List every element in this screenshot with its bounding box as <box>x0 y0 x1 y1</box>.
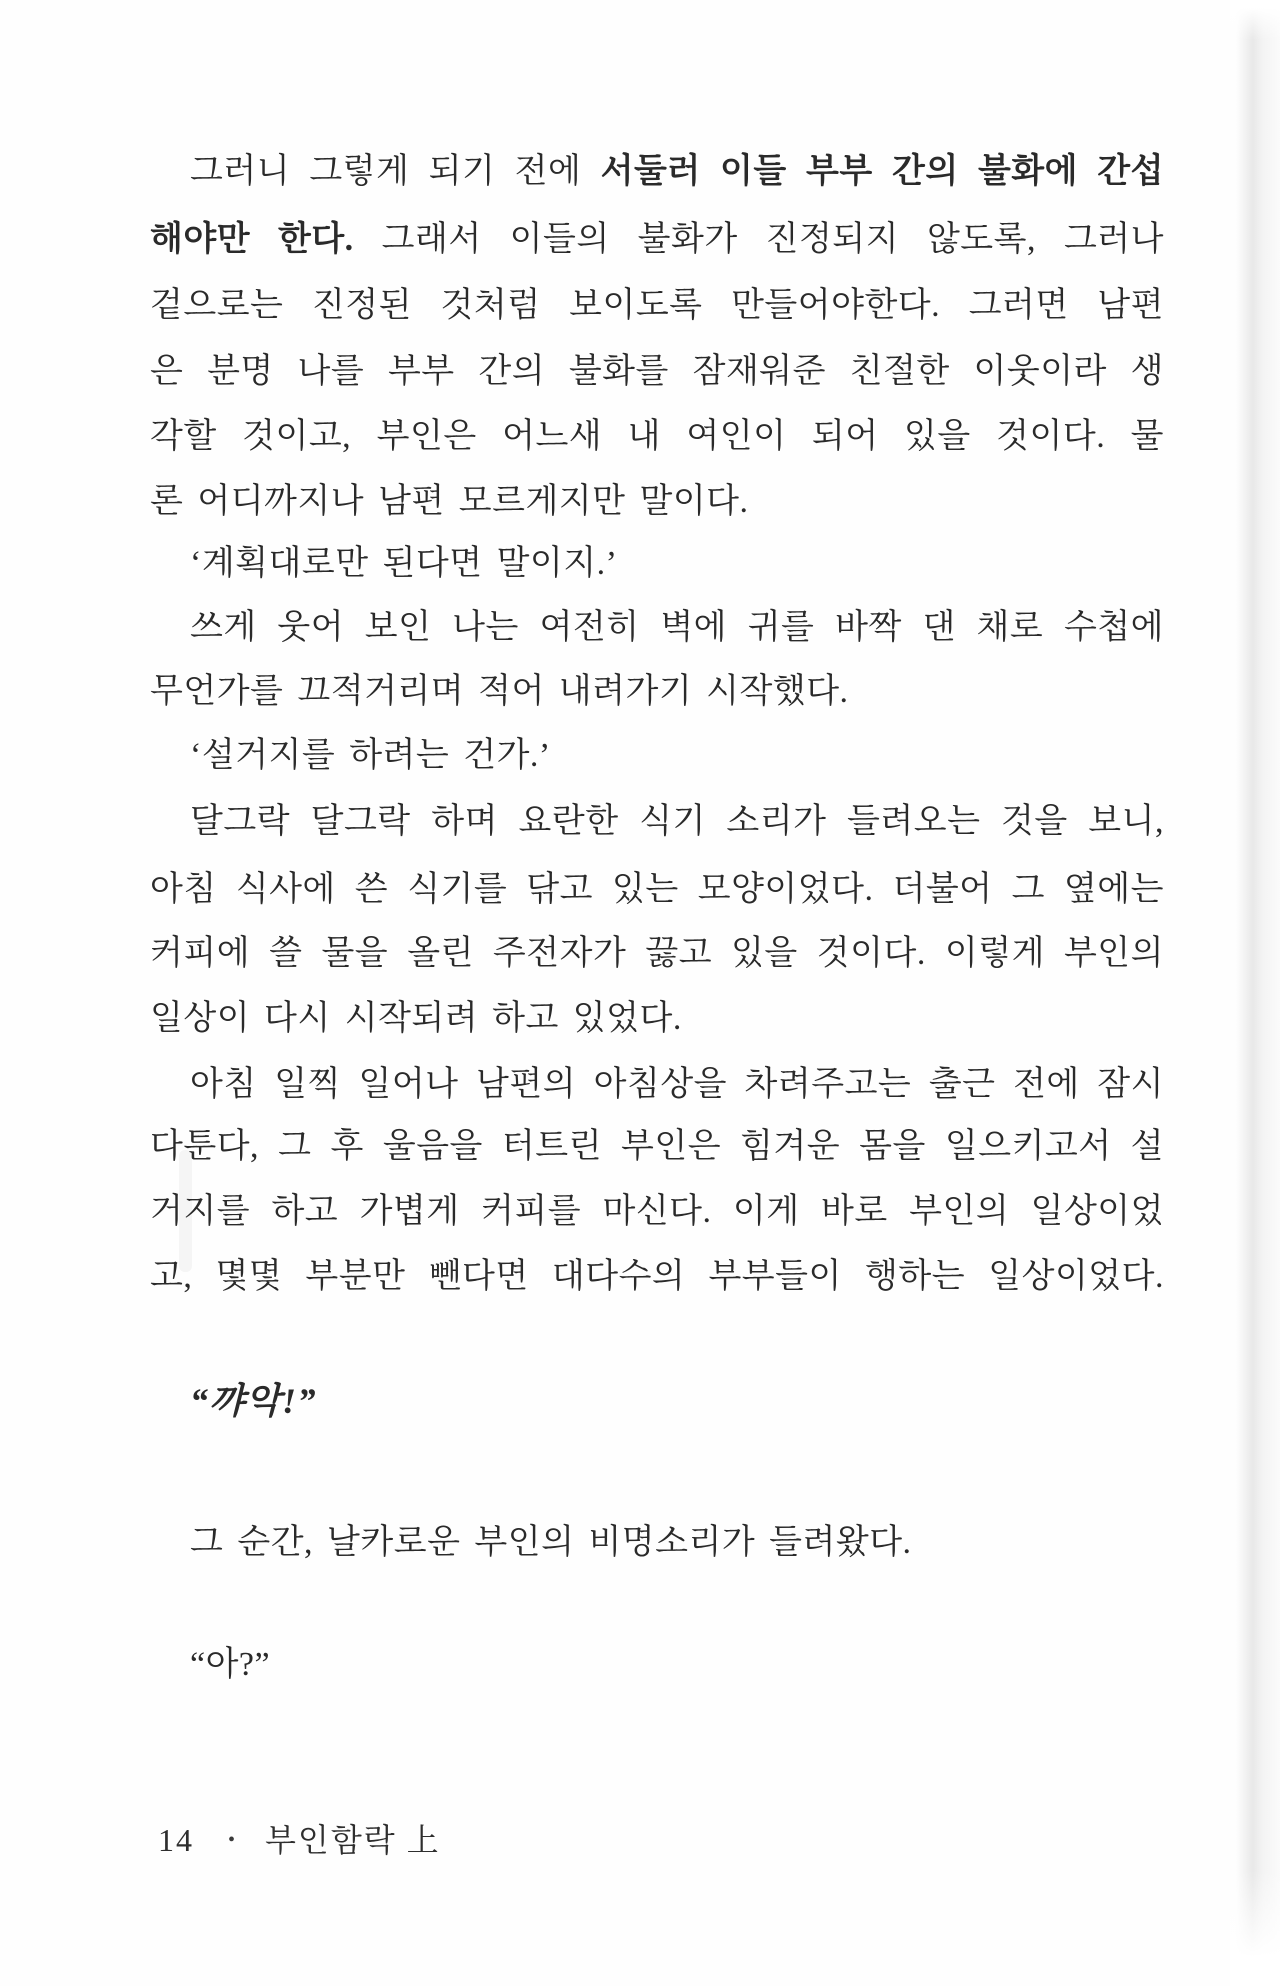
footer-bullet-icon: • <box>228 1829 236 1851</box>
text-line-15: 아침 일찍 일어나 남편의 아침상을 차려주고는 출근 전에 잠시 <box>190 1066 1164 1103</box>
text-line-13: 커피에 쓸 물을 올린 주전자가 끓고 있을 것이다. 이렇게 부인의 <box>150 935 1164 972</box>
text-line-08: 쓰게 웃어 보인 나는 여전히 벽에 귀를 바짝 댄 채로 수첩에 <box>190 609 1164 646</box>
text-line-04: 은 분명 나를 부부 간의 불화를 잠재워준 친절한 이웃이라 생 <box>150 353 1164 390</box>
book-title: 부인함락 上 <box>265 1822 441 1858</box>
text-line-09: 무언가를 끄적거리며 적어 내려가기 시작했다. <box>150 673 849 710</box>
text-line-18: 고, 몇몇 부분만 뺀다면 대다수의 부부들이 행하는 일상이었다. <box>150 1258 1164 1295</box>
text-line-21-quote: “아?” <box>190 1646 271 1683</box>
page-footer <box>158 1818 441 1862</box>
text-line-11: 달그락 달그락 하며 요란한 식기 소리가 들려오는 것을 보니, <box>190 803 1164 840</box>
text-line-01-regular: 그러니 그렇게 되기 전에 <box>190 153 601 190</box>
text-line-05: 각할 것이고, 부인은 어느새 내 여인이 되어 있을 것이다. 물 <box>150 418 1164 455</box>
text-line-07-quote: ‘계획대로만 된다면 말이지.’ <box>190 545 618 582</box>
page-edge-shadow-fade-bottom <box>1230 1870 1280 1986</box>
text-line-17: 거지를 하고 가볍게 커피를 마신다. 이게 바로 부인의 일상이었 <box>150 1193 1164 1230</box>
text-line-03: 겉으로는 진정된 것처럼 보이도록 만들어야한다. 그러면 남편 <box>150 287 1164 324</box>
text-line-02-bold: 해야만 한다. <box>150 221 354 258</box>
page-edge-shadow <box>1236 8 1280 1968</box>
text-line-02 <box>150 217 1164 263</box>
text-line-10-quote: ‘설거지를 하려는 건가.’ <box>190 737 551 774</box>
scream-line: “꺄악!” <box>190 1381 318 1421</box>
text-line-16: 다툰다, 그 후 울음을 터트린 부인은 힘겨운 몸을 일으키고서 설 <box>150 1128 1164 1165</box>
text-line-01 <box>150 149 1164 195</box>
text-line-12: 아침 식사에 쓴 식기를 닦고 있는 모양이었다. 더불어 그 옆에는 <box>150 871 1164 908</box>
text-line-06: 론 어디까지나 남편 모르게지만 말이다. <box>150 483 749 520</box>
text-line-02-regular: 그래서 이들의 불화가 진정되지 않도록, 그러나 <box>353 221 1164 258</box>
text-line-14: 일상이 다시 시작되려 하고 있었다. <box>150 1000 682 1037</box>
page-number: 14 <box>158 1822 194 1858</box>
page-edge-shadow-fade-top <box>1230 0 1280 40</box>
text-line-20: 그 순간, 날카로운 부인의 비명소리가 들려왔다. <box>190 1524 912 1561</box>
text-line-01-bold: 서둘러 이들 부부 간의 불화에 간섭 <box>600 153 1164 190</box>
